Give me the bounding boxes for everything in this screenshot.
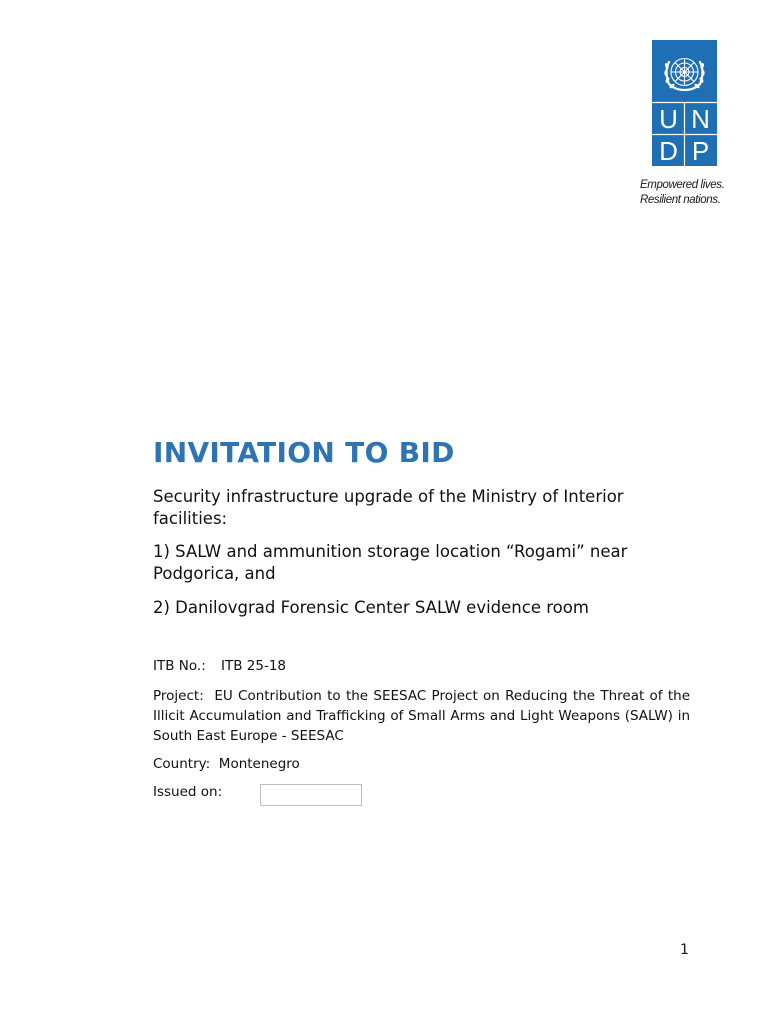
issued-label: Issued on:	[153, 784, 223, 800]
project-value: EU Contribution to the SEESAC Project on Reducing the Threat of the Illicit Accumulation and Trafficking of Small Arms and Light Weapons (SALW) in South East Europe - SEESAC	[153, 688, 690, 744]
issued-row	[153, 782, 222, 802]
page-title: INVITATION TO BID	[153, 436, 455, 469]
logo-tagline	[640, 178, 724, 207]
tagline-line-1: Empowered lives.	[640, 179, 725, 191]
issued-date-field[interactable]	[260, 784, 362, 806]
logo-letter-p: P	[691, 136, 710, 166]
country-value: Montenegro	[218, 756, 300, 772]
project-label: Project:	[153, 688, 204, 704]
itb-number-row	[153, 656, 286, 676]
subtitle-line-1: Security infrastructure upgrade of the Ministry of Interior facilities:	[153, 487, 624, 528]
un-emblem-icon	[652, 40, 717, 166]
country-label: Country:	[153, 756, 211, 772]
itb-label: ITB No.:	[153, 658, 206, 674]
subtitle-line-3: 2) Danilovgrad Forensic Center SALW evidence room	[153, 598, 589, 617]
logo-letter-u: U	[659, 104, 678, 134]
itb-value: ITB 25-18	[221, 658, 287, 674]
tagline-line-2: Resilient nations.	[640, 193, 721, 206]
project-row	[153, 686, 690, 746]
country-row	[153, 754, 300, 774]
page-number: 1	[680, 942, 689, 958]
logo-letter-n: N	[691, 104, 710, 134]
undp-logo	[652, 40, 717, 166]
subtitle-line-2: 1) SALW and ammunition storage location “Rogami” near Podgorica, and	[153, 542, 628, 583]
logo-letter-d: D	[659, 136, 678, 166]
